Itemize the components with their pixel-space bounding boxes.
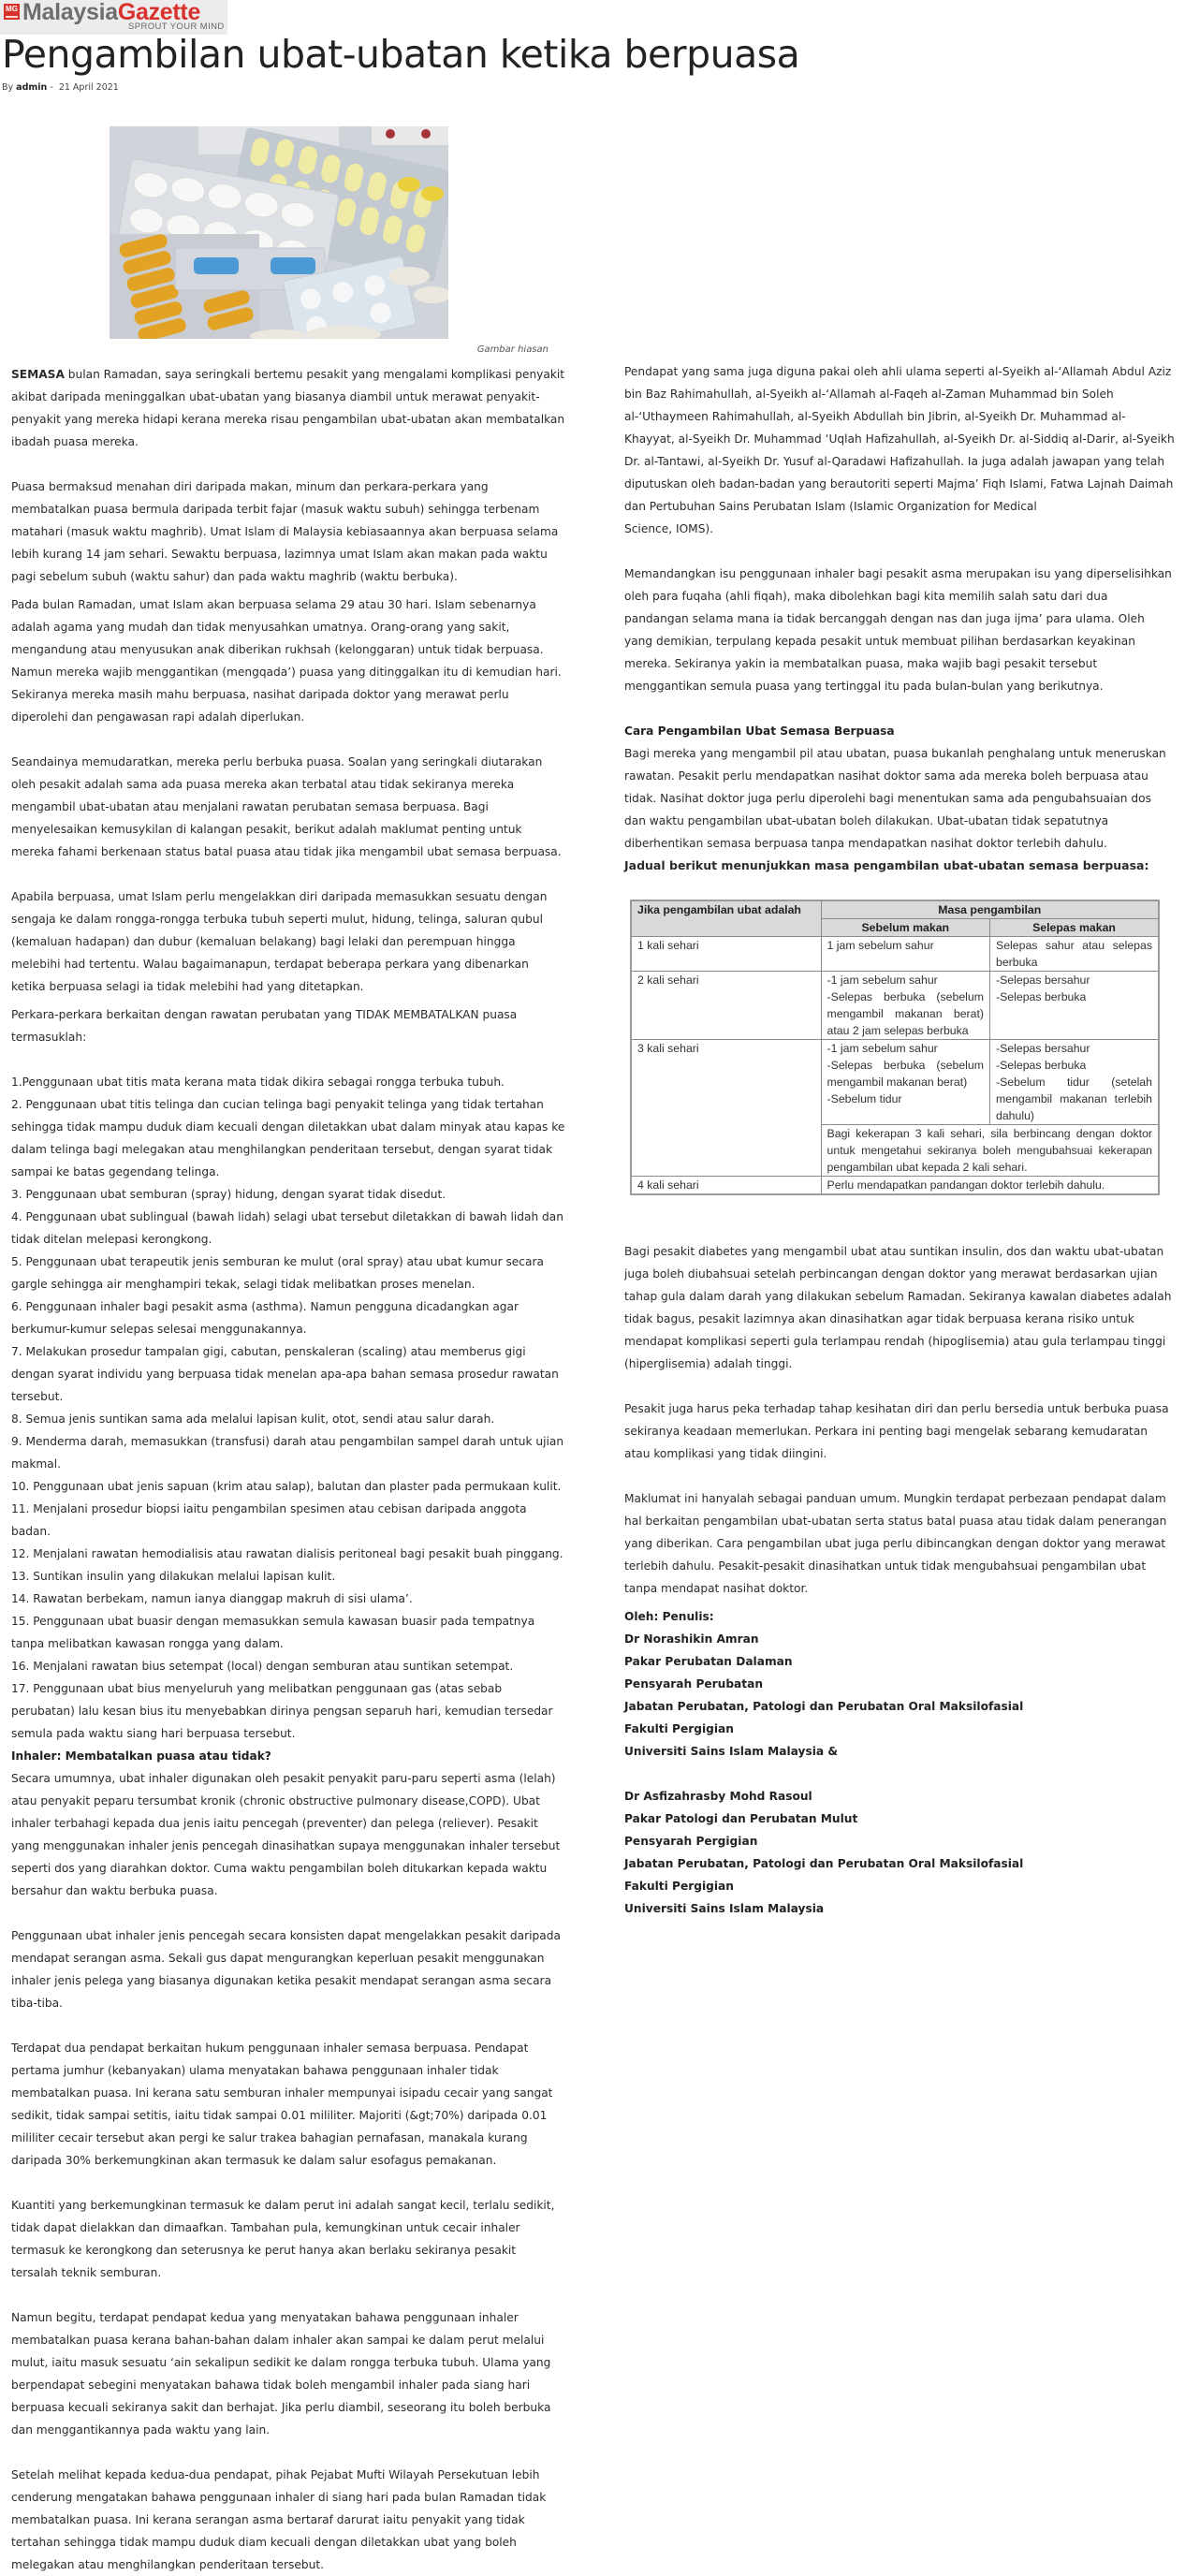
logo-part-gazette: Gazette bbox=[117, 0, 201, 25]
author2-line: Universiti Sains Islam Malaysia bbox=[624, 1902, 825, 1915]
byline bbox=[2, 82, 119, 93]
list-item: 17. Penggunaan ubat bius menyeluruh yang melibatkan penggunaan gas (atas sebab perubatan) lalu kesan bius itu menyebabkan dirinya pengsan separuh hari, kemudian tersedar semula pada waktu siang hari berpuasa tersebut. bbox=[11, 1682, 553, 1740]
paragraph: Perkara-perkara berkaitan dengan rawatan perubatan yang TIDAK MEMBATALKAN puasa termasuklah: bbox=[11, 1008, 518, 1044]
article-body-left bbox=[11, 363, 565, 2576]
article-title: Pengambilan ubat-ubatan ketika berpuasa bbox=[2, 32, 800, 77]
paragraph: Bagi pesakit diabetes yang mengambil ubat atau suntikan insulin, dos dan waktu ubat-ubatan juga boleh diubahsuai setelah perbincangan dengan doktor yang merawat berdasarkan ujian tahap gula dalam darah yang dilakukan sebelum Ramadan. Sekiranya kawalan diabetes adalah tidak bagus, pesakit lazimnya akan dinasihatkan agar tidak berpuasa kerana risiko untuk mendapat komplikasi seperti gula terlampau rendah (hipoglisemia) atau gula terlampau tinggi (hiperglisemia) adalah tinggi. bbox=[624, 1245, 1172, 1370]
medication-schedule-table bbox=[630, 900, 1160, 1195]
cell-after: Selepas sahur atau selepas berbuka bbox=[990, 937, 1160, 972]
author1-line: Fakulti Pergigian bbox=[624, 1722, 734, 1735]
author1-line: Pensyarah Perubatan bbox=[624, 1677, 764, 1690]
pills-illustration bbox=[110, 126, 448, 339]
list-item: 14. Rawatan berbekam, namun ianya dianggap makruh di sisi ulama’. bbox=[11, 1592, 413, 1605]
list-item: 4. Penggunaan ubat sublingual (bawah lidah) selagi ubat tersebut diletakkan di bawah lidah dan tidak ditelan melepasi kerongkong. bbox=[11, 1210, 563, 1246]
table-row bbox=[631, 937, 1159, 972]
list-item: 8. Semua jenis suntikan sama ada melalui lapisan kulit, otot, sendi atau salur darah. bbox=[11, 1412, 495, 1426]
list-item: 7. Melakukan prosedur tampalan gigi, cabutan, penskaleran (scaling) atau memberus gigi dengan syarat individu yang berpuasa tidak menelan apa-apa bahan semasa prosedur rawatan tersebut. bbox=[11, 1345, 559, 1403]
permitted-treatments-list bbox=[11, 1071, 565, 1745]
author-link[interactable]: admin bbox=[16, 82, 48, 93]
intro-paragraph bbox=[11, 363, 565, 453]
paragraph: Secara umumnya, ubat inhaler digunakan oleh pesakit penyakit paru-paru seperti asma (lelah) atau penyakit peparu tersumbat kronik (chronic obstructive pulmonary disease,COPD). Ubat inhaler terbahagi kepada dua jenis iaitu pencegah (preventer) dan pelega (reliever). Pesakit yang menggunakan inhaler jenis pencegah dinasihatkan supaya menggunakan inhaler tersebut seperti dos yang diarahkan doktor. Cuma waktu pengambilan boleh ditukarkan kepada waktu bersahur dan waktu berbuka puasa. bbox=[11, 1772, 561, 1897]
list-item: 11. Menjalani prosedur biopsi iaitu pengambilan spesimen atau cebisan daripada anggota badan. bbox=[11, 1502, 527, 1538]
logo-part-malaysia: Malaysia bbox=[22, 0, 118, 25]
paragraph: Pada bulan Ramadan, umat Islam akan berpuasa selama 29 atau 30 hari. Islam sebenarnya adalah agama yang mudah dan tidak menyusahkan umatnya. Orang-orang yang sakit, mengandung atau menyusukan anak diberikan rukhsah (kelonggaran) untuk tidak berpuasa. Namun mereka wajib menggantikan (mengqada’) puasa yang ditinggalkan itu di kemudian hari. Sekiranya mereka masih mahu berpuasa, nasihat daripada doktor yang merawat perlu diperolehi dan pengawasan rapi adalah diperlukan. bbox=[11, 598, 562, 724]
cell-frequency: 2 kali sehari bbox=[631, 972, 821, 1040]
list-item: 16. Menjalani rawatan bius setempat (local) dengan semburan atau suntikan setempat. bbox=[11, 1660, 514, 1673]
paragraph: Maklumat ini hanyalah sebagai panduan umum. Mungkin terdapat perbezaan pendapat dalam hal berkaitan pengambilan ubat-ubatan serta status batal puasa atau tidak dalam penerangan yang diberikan. Cara pengambilan ubat juga perlu dibincangkan dengan doktor yang merawat terlebih dahulu. Pesakit-pesakit dinasihatkan untuk tidak mengubahsuai pengambilan ubat tanpa mendapat nasihat doktor. bbox=[624, 1492, 1167, 1595]
paragraph: Memandangkan isu penggunaan inhaler bagi pesakit asma merupakan isu yang diperselisihkan oleh para fuqaha (ahli fiqah), maka dibolehkan bagi kita memilih salah satu dari dua pandangan selama mana ia tidak bercanggah dengan nas dan juga ijma’ para ulama. Oleh yang demikian, terpulang kepada pesakit untuk membuat pilihan berdasarkan keyakinan mereka. Sekiranya yakin ia membatalkan puasa, maka wajib bagi pesakit tersebut menggantikan semula puasa yang tertinggal itu pada bulan-bulan yang berikutnya. bbox=[624, 567, 1172, 693]
intro-lead-word: SEMASA bbox=[11, 368, 65, 381]
byline-separator: - bbox=[50, 82, 53, 93]
paragraph: Namun begitu, terdapat pendapat kedua yang menyatakan bahawa penggunaan inhaler membatalkan puasa kerana bahan-bahan dalam inhaler akan sampai ke dalam perut melalui mulut, iaitu masuk sesuatu ‘ain sekalipun sedikit ke dalam rongga terbuka tubuh. Ulama yang berpendapat sebegini menyatakan bahawa tidak boleh mengambil inhaler pada siang hari berpuasa kecuali sekiranya sakit dan berhajat. Jika perlu diambil, seseorang itu boleh berbuka dan menggantikannya pada waktu yang lain. bbox=[11, 2311, 551, 2437]
cell-after: -Selepas bersahur -Selepas berbuka -Sebelum tidur (setelah mengambil makanan terlebih dahulu) bbox=[990, 1040, 1160, 1125]
table-row bbox=[631, 1040, 1159, 1125]
hero-image bbox=[110, 126, 448, 339]
paragraph: Pendapat yang sama juga diguna pakai oleh ahli ulama seperti al-Syeikh al-‘Allamah Abdul Aziz bin Baz Rahimahullah, al-Syeikh al-‘Allamah al-Faqeh al-Zaman Muhammad bin Soleh al-‘Uthaymeen Rahimahullah, al-Syeikh Abdullah bin Jibrin, al-Syeikh Dr. Muhammad al-Khayyat, al-Syeikh Dr. Muhammad ‘Uqlah Hafizahullah, al-Syeikh Dr. al-Siddiq al-Darir, al-Syeikh Dr. al-Tantawi, al-Syeikh Dr. Yusuf al-Qaradawi Hafizahullah. Ia juga adalah jawapan yang telah diputuskan oleh badan-badan yang berautoriti seperti Majma’ Fiqh Islami, Fatwa Lajnah Daimah dan Pertubuhan Sains Perubatan Islam (Islamic Organization for Medical bbox=[624, 365, 1175, 513]
cara-heading: Cara Pengambilan Ubat Semasa Berpuasa bbox=[624, 724, 895, 738]
cell-frequency: 3 kali sehari bbox=[631, 1040, 821, 1177]
header-after-meal: Selepas makan bbox=[990, 919, 1160, 937]
author2-line: Pakar Patologi dan Perubatan Mulut bbox=[624, 1812, 858, 1825]
authors-label: Oleh: Penulis: bbox=[624, 1610, 714, 1623]
by-label: By bbox=[2, 82, 14, 93]
author1-line: Universiti Sains Islam Malaysia & bbox=[624, 1745, 838, 1758]
author2-name: Dr Asfizahrasby Mohd Rasoul bbox=[624, 1790, 812, 1803]
paragraph: Kuantiti yang berkemungkinan termasuk ke dalam perut ini adalah sangat kecil, terlalu sedikit, tidak dapat dielakkan dan dimaafkan. Tambahan pula, kemungkinan untuk cecair inhaler termasuk ke kerongkong dan seterusnya ke perut hanya akan berlaku sekiranya pesakit tersalah teknik semburan. bbox=[11, 2199, 555, 2279]
list-item: 10. Penggunaan ubat jenis sapuan (krim atau salap), balutan dan plaster pada permukaan kulit. bbox=[11, 1480, 562, 1493]
author-credits bbox=[624, 1605, 1175, 1920]
author2-line: Jabatan Perubatan, Patologi dan Perubatan Oral Maksilofasial bbox=[624, 1857, 1024, 1870]
paragraph: Seandainya memudaratkan, mereka perlu berbuka puasa. Soalan yang seringkali diutarakan oleh pesakit adalah sama ada puasa mereka akan terbatal atau tidak sekiranya mereka mengambil ubat-ubatan atau menjalani rawatan perubatan semasa berpuasa. Bagi menyelesaikan kemusykilan di kalangan pesakit, berikut adalah maklumat penting untuk mereka fahami berkenaan status batal puasa atau tidak jika mengambil ubat semasa berpuasa. bbox=[11, 755, 562, 858]
cell-merged: Perlu mendapatkan pandangan doktor terlebih dahulu. bbox=[821, 1177, 1159, 1195]
inhaler-heading: Inhaler: Membatalkan puasa atau tidak? bbox=[11, 1749, 271, 1763]
cell-before: -1 jam sebelum sahur -Selepas berbuka (sebelum mengambil makanan berat) -Sebelum tidur bbox=[821, 1040, 989, 1125]
intro-text: bulan Ramadan, saya seringkali bertemu pesakit yang mengalami komplikasi penyakit akibat daripada meninggalkan ubat-ubatan yang biasanya diambil untuk merawat penyakit-penyakit yang mereka hidapi kerana mereka risau pengambilan ubat-ubatan akan membatalkan ibadah puasa mereka. bbox=[11, 368, 565, 448]
logo-tagline: SPROUT YOUR MIND bbox=[128, 22, 225, 32]
paragraph: Setelah melihat kepada kedua-dua pendapat, pihak Pejabat Mufti Wilayah Persekutuan lebih cenderung mengatakan bahawa penggunaan inhaler di siang hari pada bulan Ramadan tidak membatalkan puasa. Ini kerana serangan asma bertaraf darurat iaitu penyakit yang tidak tertahan sehingga tidak mampu duduk diam kecuali dengan diletakkan ubat yang boleh melegakan atau menghilangkan penderitaan tersebut. bbox=[11, 2468, 547, 2571]
list-item: 5. Penggunaan ubat terapeutik jenis semburan ke mulut (oral spray) atau ubat kumur secara gargle sehingga air menghampiri tekak, selagi tidak melibatkan proses menelan. bbox=[11, 1255, 544, 1291]
header-frequency: Jika pengambilan ubat adalah bbox=[631, 900, 821, 937]
list-item: 6. Penggunaan inhaler bagi pesakit asma (asthma). Namun pengguna dicadangkan agar berkumur-kumur selepas selesai menggunakannya. bbox=[11, 1300, 519, 1336]
paragraph: Pesakit juga harus peka terhadap tahap kesihatan diri dan perlu bersedia untuk berbuka puasa sekiranya keadaan memerlukan. Perkara ini penting bagi mengelak sebarang kemudaratan atau komplikasi yang tidak diingini. bbox=[624, 1402, 1169, 1460]
list-item: 13. Suntikan insulin yang dilakukan melalui lapisan kulit. bbox=[11, 1570, 336, 1583]
table-title: Jadual berikut menunjukkan masa pengambilan ubat-ubatan semasa berpuasa: bbox=[624, 858, 1149, 872]
logo-badge-icon: MG bbox=[4, 4, 20, 20]
author1-name: Dr Norashikin Amran bbox=[624, 1632, 759, 1646]
publish-date: 21 April 2021 bbox=[58, 82, 119, 93]
list-item: 3. Penggunaan ubat semburan (spray) hidung, dengan syarat tidak disedut. bbox=[11, 1188, 446, 1201]
table-header-row bbox=[631, 900, 1159, 919]
paragraph: Bagi mereka yang mengambil pil atau ubatan, puasa bukanlah penghalang untuk meneruskan rawatan. Pesakit perlu mendapatkan nasihat doktor sama ada mereka boleh berpuasa atau tidak. Nasihat doktor juga perlu diperolehi bagi menentukan sama ada pengubahsuaian dos dan waktu pengambilan ubat-ubatan boleh dilakukan. Ubat-ubatan tidak sepatutnya diberhentikan semasa berpuasa tanpa mendapatkan nasihat doktor terlebih dahulu. bbox=[624, 747, 1166, 850]
header-timing: Masa pengambilan bbox=[821, 900, 1159, 919]
author1-line: Pakar Perubatan Dalaman bbox=[624, 1655, 793, 1668]
paragraph: Apabila berpuasa, umat Islam perlu mengelakkan diri daripada memasukkan sesuatu dengan sengaja ke dalam rongga-rongga terbuka tubuh seperti mulut, hidung, telinga, saluran qubul (kemaluan hadapan) dan dubur (kemaluan belakang) bagi lelaki dan perempuan hingga melebihi had tertentu. Walau bagaimanapun, terdapat beberapa perkara yang dibenarkan ketika berpuasa selagi ia tidak melebihi had yang ditetapkan. bbox=[11, 890, 548, 993]
cell-note: Bagi kekerapan 3 kali sehari, sila berbincang dengan doktor untuk mengetahui sekiranya boleh mengubahsuai kekerapan pengambilan ubat kepada 2 kali sehari. bbox=[821, 1125, 1159, 1177]
author2-line: Fakulti Pergigian bbox=[624, 1880, 734, 1893]
cell-frequency: 1 kali sehari bbox=[631, 937, 821, 972]
paragraph: Penggunaan ubat inhaler jenis pencegah secara konsisten dapat mengelakkan pesakit daripada mendapat serangan asma. Sekali gus dapat mengurangkan keperluan pesakit menggunakan inhaler jenis pelega yang biasanya digunakan ketika pesakit mendapat serangan asma secara tiba-tiba. bbox=[11, 1929, 561, 2010]
list-item: 12. Menjalani rawatan hemodialisis atau rawatan dialisis peritoneal bagi pesakit buah pinggang. bbox=[11, 1547, 563, 1560]
list-item: 9. Menderma darah, memasukkan (transfusi) darah atau pengambilan sampel darah untuk ujian makmal. bbox=[11, 1435, 564, 1471]
list-item: 1.Penggunaan ubat titis mata kerana mata tidak dikira sebagai rongga terbuka tubuh. bbox=[11, 1076, 505, 1089]
site-logo[interactable] bbox=[0, 0, 227, 35]
table-row bbox=[631, 1177, 1159, 1195]
cell-before: 1 jam sebelum sahur bbox=[821, 937, 989, 972]
header-before-meal: Sebelum makan bbox=[821, 919, 989, 937]
article-body-right bbox=[624, 360, 1175, 1920]
paragraph: Terdapat dua pendapat berkaitan hukum penggunaan inhaler semasa berpuasa. Pendapat pertama jumhur (kebanyakan) ulama menyatakan bahawa penggunaan inhaler tidak membatalkan puasa. Ini kerana satu semburan inhaler mempunyai isipadu cecair yang sangat sedikit, tidak sampai setitis, iaitu tidak sampai 0.01 mililiter. Majoriti (&gt;70%) daripada 0.01 mililiter cecair tersebut akan pergi ke salur trakea bahagian pernafasan, manakala kurang daripada 30% berkemungkinan akan termasuk ke dalam salur esofagus pemakanan. bbox=[11, 2042, 553, 2167]
cell-after: -Selepas bersahur -Selepas berbuka bbox=[990, 972, 1160, 1040]
paragraph-continued: Science, IOMS). bbox=[624, 522, 714, 535]
table-row bbox=[631, 972, 1159, 1040]
paragraph: Puasa bermaksud menahan diri daripada makan, minum dan perkara-perkara yang membatalkan puasa bermula daripada terbit fajar (masuk waktu subuh) sehingga terbenam matahari (masuk waktu maghrib). Umat Islam di Malaysia kebiasaannya akan berpuasa selama lebih kurang 14 jam sehari. Sewaktu berpuasa, lazimnya umat Islam akan makan pada waktu pagi sebelum subuh (waktu sahur) dan pada waktu maghrib (waktu berbuka). bbox=[11, 480, 559, 583]
image-caption: Gambar hiasan bbox=[476, 344, 549, 355]
cell-frequency: 4 kali sehari bbox=[631, 1177, 821, 1195]
author2-line: Pensyarah Pergigian bbox=[624, 1835, 758, 1848]
author1-line: Jabatan Perubatan, Patologi dan Perubatan Oral Maksilofasial bbox=[624, 1700, 1024, 1713]
list-item: 15. Penggunaan ubat buasir dengan memasukkan semula kawasan buasir pada tempatnya tanpa melibatkan kawasan rongga yang dalam. bbox=[11, 1615, 535, 1650]
list-item: 2. Penggunaan ubat titis telinga dan cucian telinga bagi penyakit telinga yang tidak tertahan sehingga tidak mampu duduk diam kecuali dengan diletakkan ubat dalam minyak atau kapas ke dalam telinga bagi melegakan atau menghilangkan penderitaan tersebut, dengan syarat tidak sampai ke batas gegendang telinga. bbox=[11, 1098, 565, 1178]
cell-before: -1 jam sebelum sahur -Selepas berbuka (sebelum mengambil makanan berat) atau 2 jam selepas berbuka bbox=[821, 972, 989, 1040]
